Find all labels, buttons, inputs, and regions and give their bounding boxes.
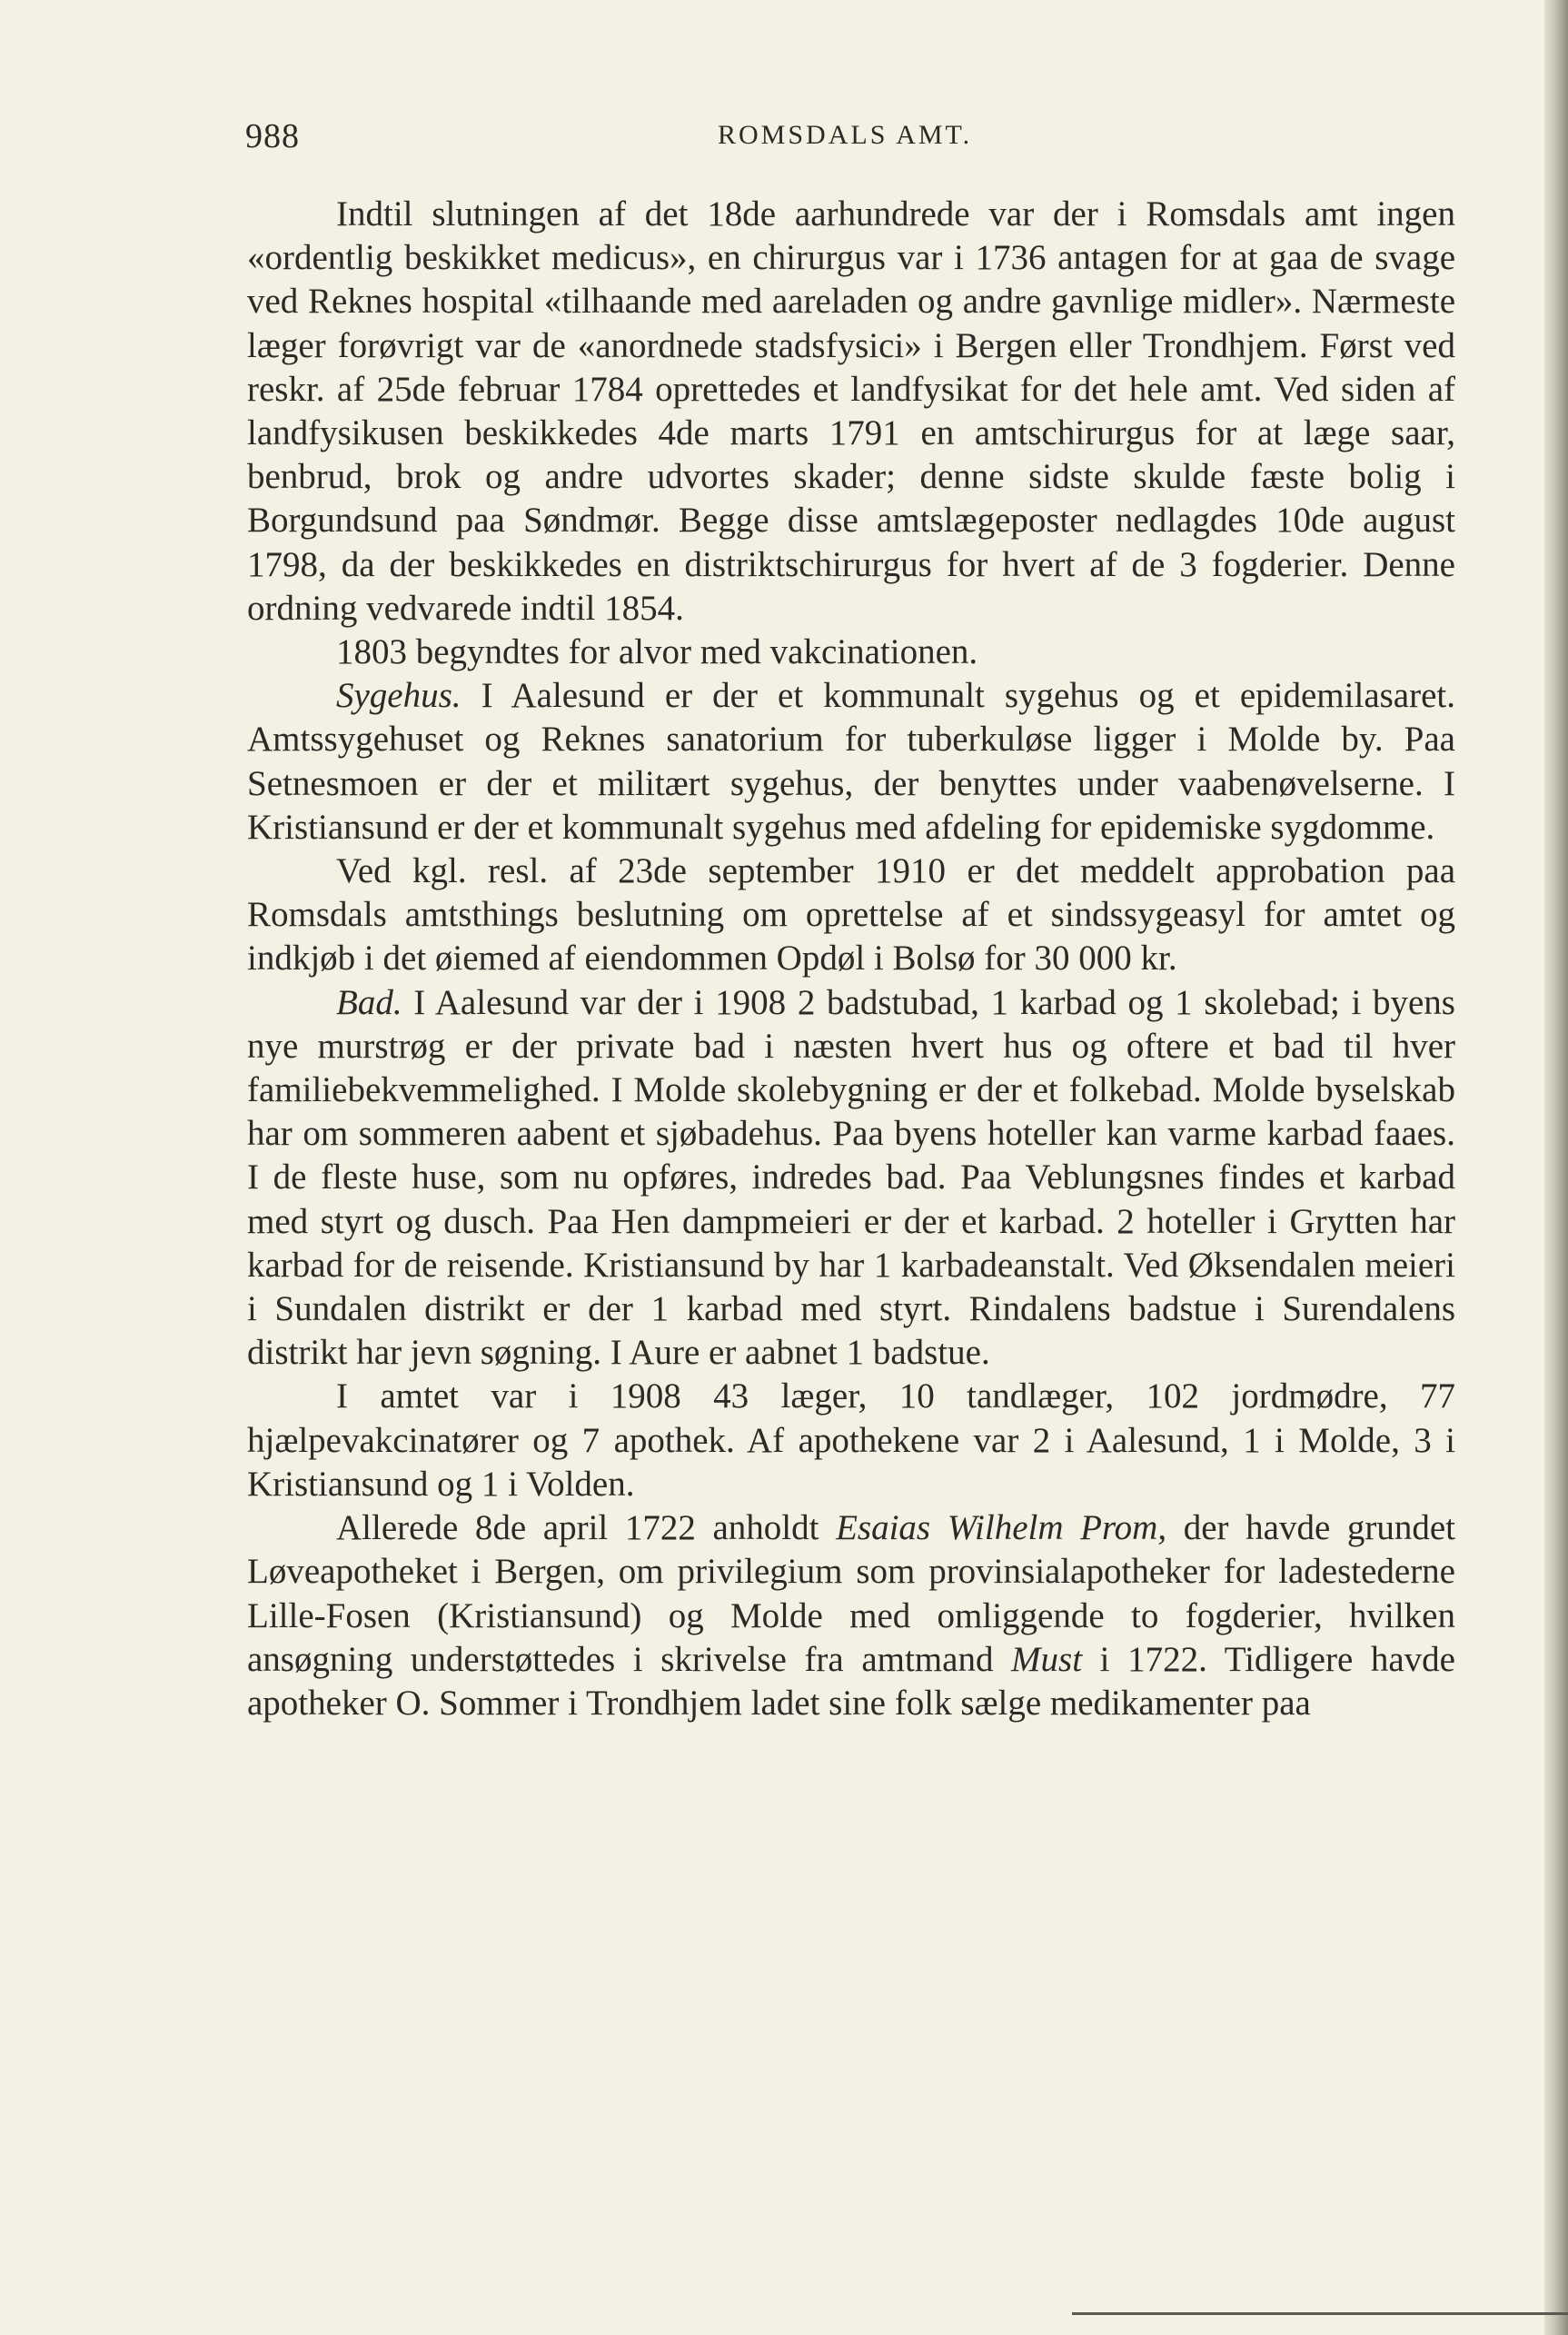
paragraph-vaccination (247, 631, 1455, 674)
paragraph-text: Allerede 8de april 1722 anholdt (336, 1508, 837, 1548)
section-lead-bad: Bad. (336, 982, 402, 1022)
page-number: 988 (245, 117, 300, 155)
paragraph-text: I Aalesund var der i 1908 2 badstubad, 1 karbad og 1 skolebad; i byens nye murstrøg er der private bad i næsten hvert hus og oftere et bad til hver familiebekvemmelighed. I Molde skolebygning er der et folkebad. Molde byselskab har om sommeren aabent et sjøbadehus. Paa byens hoteller kan varme karbad faaes. I de fleste huse, som nu opføres, indredes bad. Paa Veblungsnes findes et karbad med styrt og dusch. Paa Hen dampmeieri er der et karbad. 2 hoteller i Grytten har karbad for de reisende. Kristiansund by har 1 karbadeanstalt. Ved Øksendalen meieri i Sundalen distrikt er der 1 karbad med styrt. Rindalens badstue i Surendalens distrikt har jevn søgning. I Aure er aabnet 1 badstue. (247, 982, 1455, 1373)
person-name: Must (1011, 1639, 1083, 1679)
paragraph-bad (247, 981, 1455, 1376)
section-lead-sygehus: Sygehus. (336, 676, 461, 716)
paragraph-text: I amtet var i 1908 43 læger, 10 tandlæger, 102 jordmødre, 77 hjælpevakcinatører og 7 apothek. Af apothekene var 2 i Aalesund, 1 i Molde, 3 i Kristiansund og 1 i Volden. (247, 1376, 1455, 1504)
paragraph-text: i 1722. Tidligere havde apotheker O. Sommer i Trondhjem ladet sine folk sælge medikamenter paa (247, 1639, 1455, 1723)
paragraph-sygehus (247, 674, 1455, 850)
paragraph-text: Ved kgl. resl. af 23de september 1910 er det meddelt approbation paa Romsdals amtsthings beslutning om oprettelse af et sindssygeasyl for amtet og indkjøb i det øiemed af eiendommen Opdøl i Bolsø for 30 000 kr. (247, 851, 1455, 979)
paragraph-text: I Aalesund er der et kommunalt sygehus og et epidemilasaret. Amtssygehuset og Reknes sanatorium for tuberkuløse ligger i Molde by. Paa Setnesmoen er der et militært sygehus, der benyttes under vaabenøvelserne. I Kristiansund er der et kommunalt sygehus med afdeling for epidemiske sygdomme. (247, 676, 1455, 847)
page-edge (1544, 0, 1568, 2335)
paragraph-statistics (247, 1375, 1455, 1506)
paragraph-apothecary (247, 1506, 1455, 1725)
running-title: ROMSDALS AMT. (718, 120, 973, 150)
page-bottom-line (1072, 2312, 1568, 2315)
paragraph-history (247, 193, 1455, 631)
paragraph-text: 1803 begyndtes for alvor med vakcinationen. (336, 632, 978, 672)
page-header (245, 116, 1454, 162)
paragraph-text: Indtil slutningen af det 18de aarhundrede var der i Romsdals amt ingen «ordentlig beskikket medicus», en chirurgus var i 1736 antagen for at gaa de svage ved Reknes hospital «tilhaande med aareladen og andre gavnlige midler». Nærmeste læger forøvrigt var de «anordnede stadsfysici» i Bergen eller Trondhjem. Først ved reskr. af 25de februar 1784 oprettedes et landfysikat for det hele amt. Ved siden af landfysikusen beskikkedes 4de marts 1791 en amtschirurgus for at læge saar, benbrud, brok og andre udvortes skader; denne sidste skulde fæste bolig i Borgundsund paa Søndmør. Begge disse amtslægeposter nedlagdes 10de august 1798, da der beskikkedes en distriktschirurgus for hvert af de 3 fogderier. Denne ordning vedvarede indtil 1854. (247, 194, 1455, 628)
person-name: Esaias Wilhelm Prom, (836, 1508, 1167, 1548)
text-body (247, 193, 1455, 1725)
paragraph-text: der havde grundet Løveapotheket i Bergen, om privilegium som provinsialapotheker for ladestederne Lille-Fosen (Kristiansund) og Molde med omliggende to fogderier, hvilken ansøgning understøttedes i skrivelse fra amtmand (247, 1508, 1455, 1679)
paragraph-asylum (247, 850, 1455, 981)
